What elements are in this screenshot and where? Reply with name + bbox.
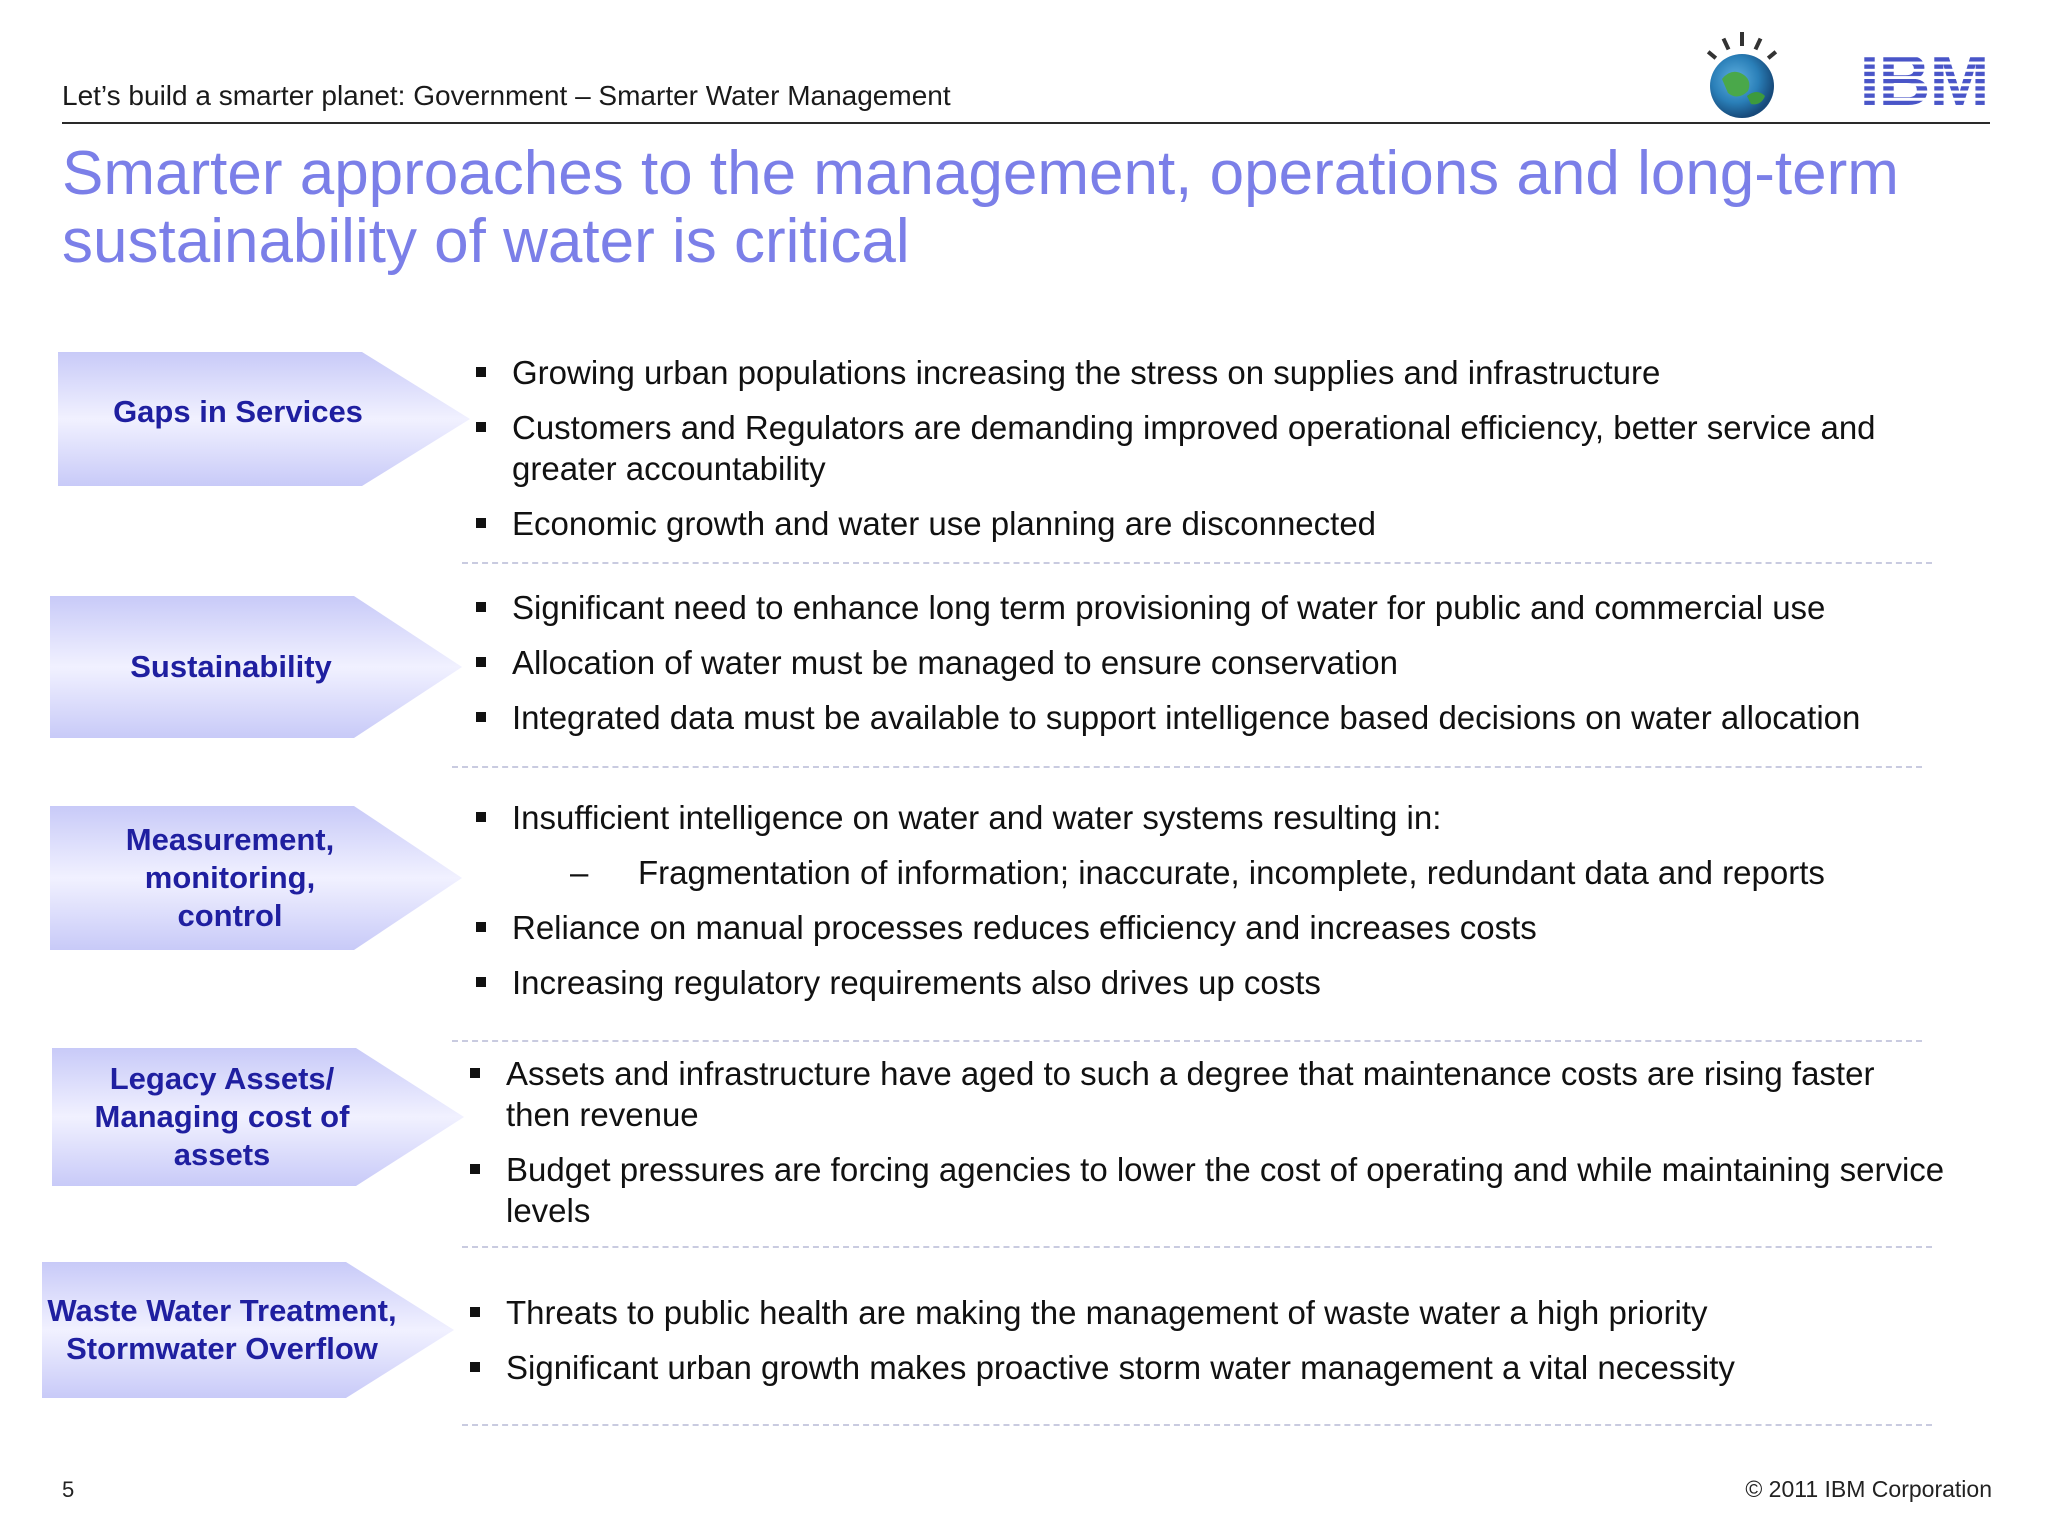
list-item: Allocation of water must be managed to ensure conservation (512, 642, 1952, 683)
list-item: Economic growth and water use planning are disconnected (512, 503, 1952, 544)
category-label: Gaps in Services (113, 394, 363, 429)
section-bullets (506, 1053, 1946, 1245)
list-item: Assets and infrastructure have aged to such a degree that maintenance costs are rising faster then revenue (506, 1053, 1946, 1135)
category-gaps-in-services (58, 352, 470, 486)
section-divider (452, 766, 1922, 768)
list-item: Reliance on manual processes reduces efficiency and increases costs (512, 907, 1952, 948)
list-item: Growing urban populations increasing the stress on supplies and infrastructure (512, 352, 1952, 393)
category-label: Waste Water Treatment, Stormwater Overflow (47, 1293, 397, 1366)
list-item: Significant urban growth makes proactive storm water management a vital necessity (506, 1347, 1946, 1388)
category-label: Legacy Assets/ Managing cost of assets (94, 1061, 350, 1172)
category-waste-water-treatment (42, 1262, 454, 1398)
header-subtitle: Let’s build a smarter planet: Government – Smarter Water Management (62, 80, 951, 111)
category-legacy-assets (52, 1048, 464, 1186)
list-item: Increasing regulatory requirements also drives up costs (512, 962, 1952, 1003)
section-divider (462, 1246, 1932, 1248)
category-label: Measurement, monitoring, control (125, 822, 335, 933)
section-divider (462, 562, 1932, 564)
ibm-logo (1856, 50, 1992, 108)
section-bullets (512, 587, 1952, 752)
category-label: Sustainability (130, 649, 332, 684)
section-bullets (506, 1292, 1946, 1402)
page-title: Smarter approaches to the management, operations and long-term sustainability of water is critical (62, 139, 1899, 276)
page-number: 5 (62, 1477, 75, 1502)
category-measurement-monitoring-control (50, 806, 462, 950)
list-subitem: – Fragmentation of information; inaccurate, incomplete, redundant data and reports (570, 854, 1825, 891)
section-bullets (512, 352, 1952, 558)
section-divider (452, 1040, 1922, 1042)
list-item: Integrated data must be available to support intelligence based decisions on water allocation (512, 697, 1952, 738)
copyright-notice: © 2011 IBM Corporation (1745, 1476, 1992, 1502)
list-item: Insufficient intelligence on water and water systems resulting in: (512, 797, 1952, 838)
category-sustainability (50, 596, 462, 738)
list-item: Significant need to enhance long term provisioning of water for public and commercial use (512, 587, 1952, 628)
section-divider (462, 1424, 1932, 1426)
smarter-planet-globe-icon (1692, 24, 1792, 124)
list-item: Budget pressures are forcing agencies to lower the cost of operating and while maintaining service levels (506, 1149, 1946, 1231)
list-item: Threats to public health are making the management of waste water a high priority (506, 1292, 1946, 1333)
section-bullets (512, 797, 1952, 1017)
list-item: Customers and Regulators are demanding improved operational efficiency, better service and greater accountability (512, 407, 1952, 489)
